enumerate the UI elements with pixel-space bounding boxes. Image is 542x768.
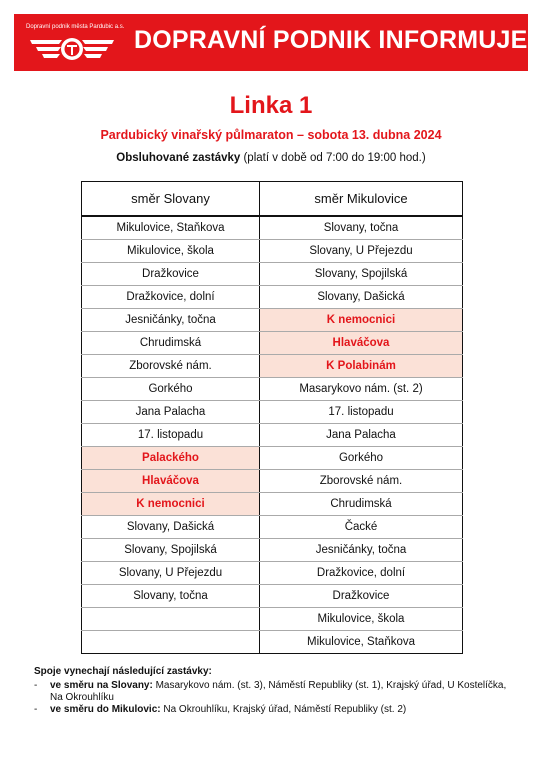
list-dash: - [34, 680, 38, 691]
stop-cell-mikulovice: Hlaváčova [260, 332, 463, 355]
table-header-row [82, 182, 463, 217]
table-row [82, 355, 463, 378]
table-row [82, 401, 463, 424]
stop-cell-slovany: Dražkovice, dolní [82, 286, 260, 309]
stops-table [81, 181, 463, 654]
column-header-mikulovice: směr Mikulovice [260, 182, 463, 217]
company-name: Dopravní podnik města Pardubic a.s. [26, 24, 125, 30]
stop-cell-mikulovice: Jana Palacha [260, 424, 463, 447]
header-banner [14, 14, 528, 71]
stop-cell-slovany [82, 631, 260, 654]
table-row [82, 286, 463, 309]
stop-cell-mikulovice: 17. listopadu [260, 401, 463, 424]
stop-cell-slovany: Dražkovice [82, 263, 260, 286]
table-row [82, 424, 463, 447]
direction-label: ve směru do Mikulovic: [50, 704, 161, 715]
stop-cell-mikulovice: Zborovské nám. [260, 470, 463, 493]
stop-cell-slovany: Mikulovice, Staňkova [82, 216, 260, 240]
stop-cell-mikulovice: Mikulovice, škola [260, 608, 463, 631]
table-row [82, 585, 463, 608]
stop-cell-slovany: Slovany, Dašická [82, 516, 260, 539]
stop-cell-slovany: Slovany, točna [82, 585, 260, 608]
stop-cell-mikulovice: Slovany, Dašická [260, 286, 463, 309]
table-row [82, 493, 463, 516]
stop-cell-mikulovice: K Polabinám [260, 355, 463, 378]
stop-cell-slovany: Palackého [82, 447, 260, 470]
table-row [82, 470, 463, 493]
direction-label: ve směru na Slovany: [50, 680, 153, 691]
skipped-stops-text: Masarykovo nám. (st. 3), Náměstí Republiky (st. 1), Krajský úřad, U Kostelíčka, Na Okrouhlíku [50, 680, 507, 703]
stop-cell-mikulovice: Masarykovo nám. (st. 2) [260, 378, 463, 401]
stop-cell-slovany: Zborovské nám. [82, 355, 260, 378]
stop-cell-mikulovice: Jesničánky, točna [260, 539, 463, 562]
stop-cell-slovany: Jesničánky, točna [82, 309, 260, 332]
stop-cell-slovany: Gorkého [82, 378, 260, 401]
list-dash: - [34, 704, 38, 715]
stop-cell-mikulovice: Dražkovice, dolní [260, 562, 463, 585]
table-row [82, 562, 463, 585]
dpmp-winged-logo-icon [28, 34, 116, 64]
table-row [82, 309, 463, 332]
stop-cell-mikulovice: Dražkovice [260, 585, 463, 608]
validity-note-label: Obsluhované zastávky [116, 152, 241, 164]
validity-note [0, 152, 542, 164]
table-row [82, 332, 463, 355]
stop-cell-mikulovice: K nemocnici [260, 309, 463, 332]
stops-table-body [82, 216, 463, 654]
skipped-stops-item [34, 680, 514, 704]
skipped-stops-note [34, 666, 514, 716]
table-row [82, 608, 463, 631]
stop-cell-slovany: Mikulovice, škola [82, 240, 260, 263]
stop-cell-mikulovice: Slovany, točna [260, 216, 463, 240]
table-row [82, 539, 463, 562]
table-row [82, 216, 463, 240]
stop-cell-slovany: Jana Palacha [82, 401, 260, 424]
skipped-stops-text: Na Okrouhlíku, Krajský úřad, Náměstí Republiky (st. 2) [160, 704, 407, 715]
stop-cell-slovany: Slovany, Spojilská [82, 539, 260, 562]
stop-cell-mikulovice: Čacké [260, 516, 463, 539]
skipped-stops-item [34, 704, 514, 716]
validity-note-text: (platí v době od 7:00 do 19:00 hod.) [240, 152, 426, 164]
skipped-stops-heading: Spoje vynechají následující zastávky: [34, 666, 212, 677]
stop-cell-slovany: K nemocnici [82, 493, 260, 516]
table-row [82, 240, 463, 263]
stop-cell-slovany: Slovany, U Přejezdu [82, 562, 260, 585]
banner-title: DOPRAVNÍ PODNIK INFORMUJE [134, 26, 528, 54]
table-row [82, 263, 463, 286]
event-subtitle: Pardubický vinařský půlmaraton – sobota 13. dubna 2024 [100, 128, 442, 142]
stop-cell-mikulovice: Slovany, Spojilská [260, 263, 463, 286]
stop-cell-mikulovice: Gorkého [260, 447, 463, 470]
page-title: Linka 1 [229, 92, 313, 119]
stop-cell-slovany: Hlaváčova [82, 470, 260, 493]
table-row [82, 447, 463, 470]
table-row [82, 631, 463, 654]
stop-cell-slovany: Chrudimská [82, 332, 260, 355]
column-header-slovany: směr Slovany [82, 182, 260, 217]
stop-cell-slovany: 17. listopadu [82, 424, 260, 447]
table-row [82, 378, 463, 401]
stop-cell-mikulovice: Mikulovice, Staňkova [260, 631, 463, 654]
stop-cell-mikulovice: Chrudimská [260, 493, 463, 516]
stop-cell-slovany [82, 608, 260, 631]
stop-cell-mikulovice: Slovany, U Přejezdu [260, 240, 463, 263]
table-row [82, 516, 463, 539]
